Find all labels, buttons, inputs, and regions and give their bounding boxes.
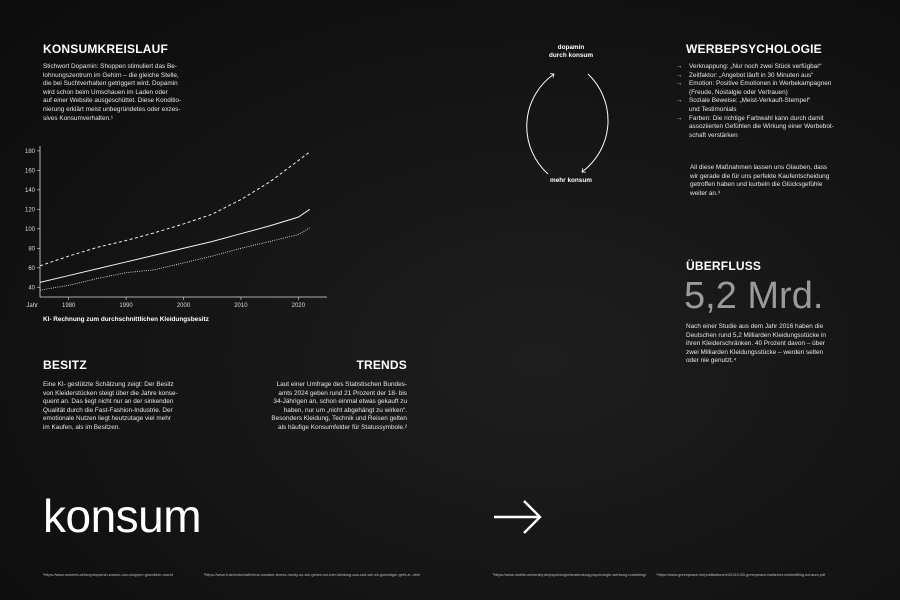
- werbepsychologie-title: WERBEPSYCHOLOGIE: [686, 42, 822, 56]
- ueberfluss-title: ÜBERFLUSS: [686, 259, 762, 273]
- konsum-headline: konsum: [43, 490, 202, 542]
- y-tick-label: 100: [24, 226, 35, 233]
- cycle-bottom-label: mehr konsum: [550, 177, 592, 184]
- arrow-icon: →: [676, 71, 683, 79]
- series-line-3: [40, 228, 310, 290]
- x-tick-label: 2000: [176, 303, 191, 309]
- x-axis-label: Jahr: [26, 303, 38, 309]
- besitz-title: BESITZ: [43, 358, 87, 372]
- y-tick-label: 140: [24, 187, 35, 194]
- list-item: → Verknappung: „Nur noch zwei Stück verfügbar“: [676, 63, 822, 70]
- big-number: 5,2 Mrd.: [684, 275, 824, 317]
- y-tick-label: 180: [24, 148, 35, 155]
- consumption-cycle-diagram: [490, 55, 650, 195]
- footnote-2[interactable]: ²https://www.fr.de/wirtschaft/neue-sneaker-teures-handy-so-viel-geben-wir-fuer-kleidung-aus-und-wie-es-guenstiger-geht-zr-.html: [204, 573, 421, 577]
- y-tick-label: 120: [24, 207, 35, 214]
- arrow-icon: →: [676, 80, 683, 88]
- y-tick-label: 40: [28, 285, 35, 292]
- x-tick-label: 1990: [119, 303, 133, 309]
- advertising-techniques-list: [676, 63, 876, 140]
- y-tick-label: 160: [24, 168, 35, 175]
- arrow-right-icon: [492, 498, 544, 536]
- werbepsychologie-summary: All diese Maßnahmen lassen uns Glauben, dass wir gerade die für uns perfekte Kaufentscheidung getroffen haben und kurbeln die Glücksgefühle weiter an.³: [690, 164, 830, 197]
- footnote-1[interactable]: ¹https://www.moment.at/story/dopamin-warum-uns-shoppen-gluecklich-macht: [43, 573, 173, 577]
- chart-caption: KI- Rechnung zum durchschnittlichen Kleidungsbesitz: [43, 316, 209, 323]
- y-tick-label: 80: [28, 246, 35, 253]
- list-item: → Soziale Beweise: „Meist-Verkauft-Stempel“ und Testimonials: [676, 97, 811, 113]
- x-tick-label: 2020: [291, 303, 305, 309]
- besitz-text: Eine KI- gestützte Schätzung zeigt: Der Besitz von Kleiderstücken steigt über die Jahre konse- quent an. Das liegt nicht nur an der sinkenden Qualität durch die Fast-Fashion-Industrie. Der emotionale Nutzen liegt heutzutage viel mehr im Kaufen, als im Besitzen.: [43, 381, 178, 431]
- arrow-icon: →: [676, 97, 683, 105]
- series-line-2: [40, 209, 310, 282]
- trends-text: Laut einer Umfrage des Statistischen Bundes- amts 2024 geben rund 21 Prozent der 18- bis 34-Jährigen an, schon einmal etwas gekauft zu haben, nur um „nicht abgehängt zu wirken“. Besonders Kleidung, Technik und Reisen gelten als häufige Konsumfelder für Statussymbole.²: [271, 381, 407, 431]
- list-item: → Farben: Die richtige Farbwahl kann durch damit assoziierten Gefühlen die Wirkung einer Werbebot- schaft verstärken: [676, 114, 834, 139]
- footnote-4[interactable]: ⁴https://www.greenpeace.de/publikationen/20151030-greenpeace-factsheet-mekleidfling-konsum.pdf: [656, 573, 826, 577]
- cycle-arrow-left: [527, 74, 554, 174]
- cycle-top-label: dopamin durch konsum: [548, 44, 594, 59]
- trends-title: TRENDS: [356, 358, 407, 372]
- clothing-ownership-chart: [22, 140, 342, 312]
- ueberfluss-text: Nach einer Studie aus dem Jahr 2016 haben die Deutschen rund 5,2 Milliarden Kleidungsstücke in ihren Kleiderschränken. 40 Prozent davon – über zwei Milliarden Kleidungsstücke – werden selten oder nie genutzt.⁴: [686, 323, 826, 365]
- konsumkreislauf-text: Stichwort Dopamin: Shoppen stimuliert das Be- lohnungszentrum im Gehirn – die gleiche Stelle, die bei Suchtverhalten getriggert wird. Dopamin wird schon beim Umschauen im Laden oder auf einer Website ausgeschüttet. Diese Konditio- nierung erklärt meist unbegründetes oder exzes- sives Konsumverhalten.¹: [43, 63, 182, 122]
- footnote-3[interactable]: ³https://www.mobile-university.de/psychologie/anwendung-psychologie-werbung-marketing/: [493, 573, 647, 577]
- list-item: → Emotion: Positive Emotionen in Werbekampagnen (Freude, Nostalgie oder Vertrauen): [676, 80, 832, 96]
- series-line-1: [40, 152, 310, 266]
- list-item: → Zeitfaktor: „Angebot läuft in 30 Minuten aus“: [676, 71, 814, 79]
- arrow-icon: →: [676, 63, 683, 70]
- arrow-icon: →: [676, 114, 683, 122]
- x-tick-label: 2010: [234, 303, 248, 309]
- cycle-arrow-right: [582, 74, 608, 172]
- konsumkreislauf-title: KONSUMKREISLAUF: [43, 42, 168, 56]
- y-tick-label: 60: [28, 265, 35, 272]
- x-tick-label: 1980: [62, 303, 76, 309]
